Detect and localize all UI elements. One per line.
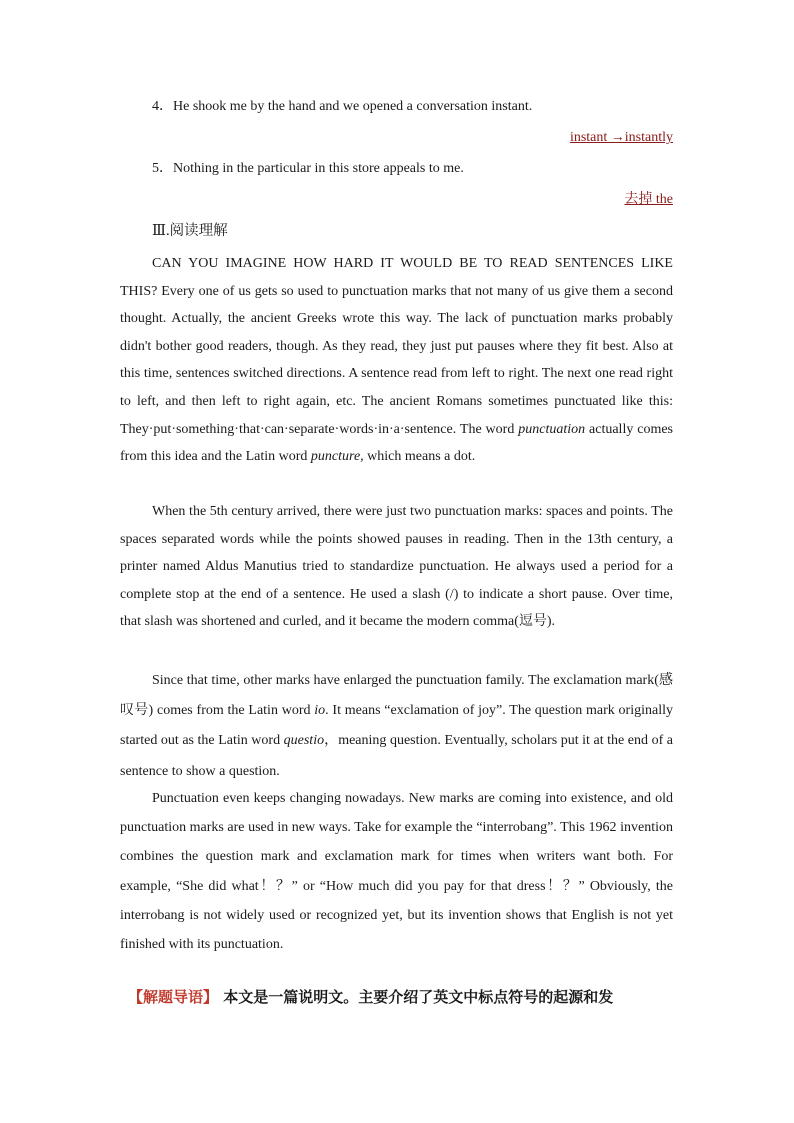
guide-label: 【解题导语】 <box>128 988 219 1006</box>
answer-4: instant →instantly <box>569 130 673 145</box>
passage-paragraph-3 <box>120 666 673 787</box>
paragraph-text: CAN YOU IMAGINE HOW HARD IT WOULD BE TO READ SENTENCES LIKE THIS? Every one of us gets so used to punctuation marks that not many of us give them a second thought. Actually, the ancient Greeks wrote this way. The lack of punctuation marks probably didn't bother good readers, though. As they read, they just put pauses where they fit best. Also at this time, sentences switched directions. A sentence read from left to right. The next one read right to left, and then left to right again, etc. The ancient Romans sometimes punctuated like this: They·put·something·that·can·separate·words·in·a·sentence. The word <box>120 256 673 437</box>
section-heading: Ⅲ.阅读理解 <box>152 223 228 239</box>
question-sentence: He shook me by the hand and we opened a conversation instant. <box>173 99 533 114</box>
question-4 <box>152 97 532 117</box>
italic-term: puncture, <box>310 449 364 465</box>
italic-term: questio <box>283 733 325 749</box>
question-number: 4． <box>152 99 173 114</box>
answer-guide <box>128 986 613 1008</box>
paragraph-text: Since that time, other marks have enlarged the punctuation family. The exclamation mark(感叹号) comes from the Latin word <box>120 673 673 719</box>
answer-5: 去掉 the <box>624 192 673 207</box>
paragraph-text: . It means “exclamation of joy”. The question mark originally started out as the Latin word <box>120 703 673 749</box>
question-number: 5． <box>152 161 173 176</box>
passage-paragraph-4: Punctuation even keeps changing nowadays. New marks are coming into existence, and old punctuation marks are used in new ways. Take for example the “interrobang”. This 1962 invention combines the question mark and exclamation mark for times when writers want both. For example, “She did what！？” or “How much did you pay for that dress！？” Obviously, the interrobang is not widely used or recognized yet, but its invention shows that English is not yet finished with its punctuation. <box>120 791 673 953</box>
guide-text: 本文是一篇说明文。主要介绍了英文中标点符号的起源和发 <box>223 988 614 1006</box>
paragraph-text: actually comes from this idea and the Latin word <box>120 421 674 465</box>
italic-term: punctuation <box>518 421 586 437</box>
passage-paragraph-2: When the 5th century arrived, there were just two punctuation marks: spaces and points. The spaces separated words while the points showed pauses in reading. Then in the 13th century, a printer named Aldus Manutius tried to standardize punctuation. He always used a period for a complete stop at the end of a sentence. He used a slash (/) to indicate a short pause. Over time, that slash was shortened and curled, and it became the modern comma(逗号). <box>120 504 673 630</box>
paragraph-text: which means a dot. <box>363 449 476 465</box>
question-5 <box>152 159 464 179</box>
italic-term: io <box>314 703 326 719</box>
question-sentence: Nothing in the particular in this store appeals to me. <box>173 161 464 176</box>
paragraph-text: ，meaning question. Eventually, scholars put it at the end of a sentence to show a question. <box>120 733 674 779</box>
passage-paragraph-1 <box>120 250 673 471</box>
